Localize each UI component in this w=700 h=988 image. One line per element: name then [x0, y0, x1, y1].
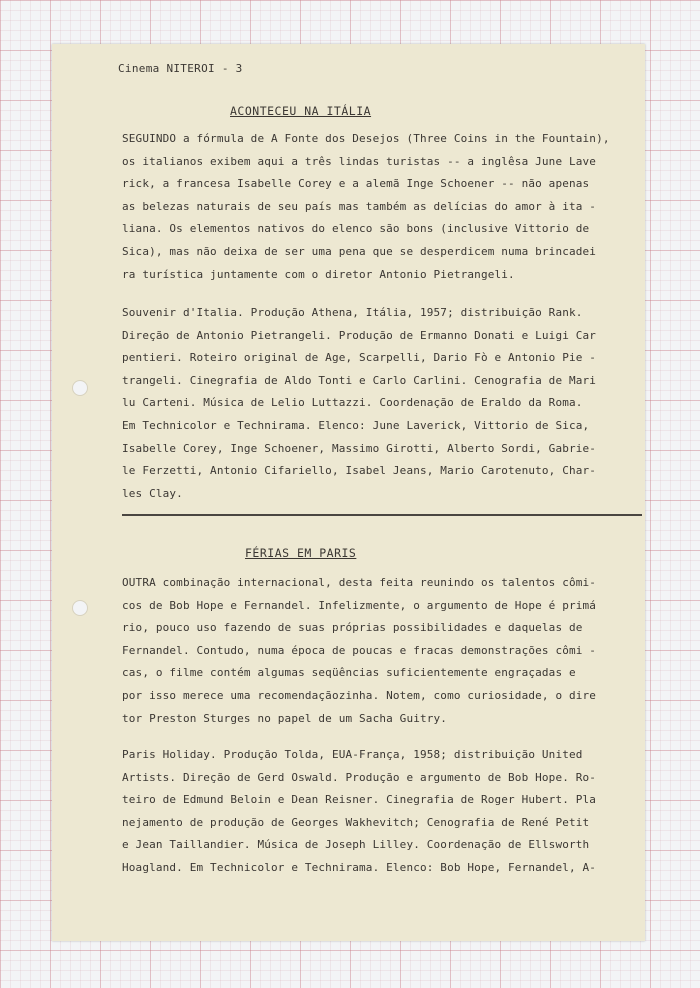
section-title-ferias-em-paris: FÉRIAS EM PARIS — [245, 546, 357, 560]
page-header: Cinema NITEROI - 3 — [118, 62, 243, 75]
credits-souvenir-d-italia: Souvenir d'Italia. Produção Athena, Itália, 1957; distribuição Rank. Direção de Antonio Pietrangeli. Produção de Ermanno Donati e Luigi Car pentieri. Roteiro original de Age, Scarpelli, Dario Fò e Antonio Pie - trangeli. Cinegrafia de Aldo Tonti e Carlo Carlini. Cenografia de Mari lu Carteni. Música de Lelio Luttazzi. Coordenação de Eraldo da Roma. Em Technicolor e Technirama. Elenco: June Laverick, Vittorio de Sica, Isabelle Corey, Inge Schoener, Massimo Girotti, Alberto Sordi, Gabrie- le Ferzetti, Antonio Cifariello, Isabel Jeans, Mario Carotenuto, Char- les Clay. — [122, 306, 597, 500]
section-divider — [122, 514, 642, 516]
review-aconteceu-na-italia: SEGUINDO a fórmula de A Fonte dos Desejos (Three Coins in the Fountain), os italianos exibem aqui a três lindas turistas -- a inglêsa June Lave rick, a francesa Isabelle Corey e a alemã Inge Schoener -- não apenas as belezas naturais de seu país mas também as delícias do amor à ita - liana. Os elementos nativos do elenco são bons (inclusive Vittorio de Sica), mas não deixa de ser uma pena que se desperdicem numa brincadei ra turística juntamente com o diretor Antonio Pietrangeli. — [122, 132, 610, 281]
punch-hole — [72, 380, 88, 396]
section-title-aconteceu-na-italia: ACONTECEU NA ITÁLIA — [230, 104, 372, 118]
review-ferias-em-paris: OUTRA combinação internacional, desta feita reunindo os talentos cômi- cos de Bob Hope e Fernandel. Infelizmente, o argumento de Hope é primá rio, pouco uso fazendo de suas próprias possibilidades e daquelas de Fernandel. Contudo, numa época de poucas e fracas demonstrações cômi - cas, o filme contém algumas seqüências suficientemente engraçadas e por isso merece uma recomendaçãozinha. Notem, como curiosidade, o dire tor Preston Sturges no papel de um Sacha Guitry. — [122, 576, 597, 725]
punch-hole — [72, 600, 88, 616]
credits-paris-holiday: Paris Holiday. Produção Tolda, EUA-França, 1958; distribuição United Artists. Direção de Gerd Oswald. Produção e argumento de Bob Hope. Ro- teiro de Edmund Beloin e Dean Reisner. Cinegrafia de Roger Hubert. Pla nejamento de produção de Georges Wakhevitch; Cenografia de René Petit e Jean Taillandier. Música de Joseph Lilley. Coordenação de Ellsworth Hoagland. Em Technicolor e Technirama. Elenco: Bob Hope, Fernandel, A- — [122, 748, 597, 874]
typewritten-page — [52, 44, 645, 941]
